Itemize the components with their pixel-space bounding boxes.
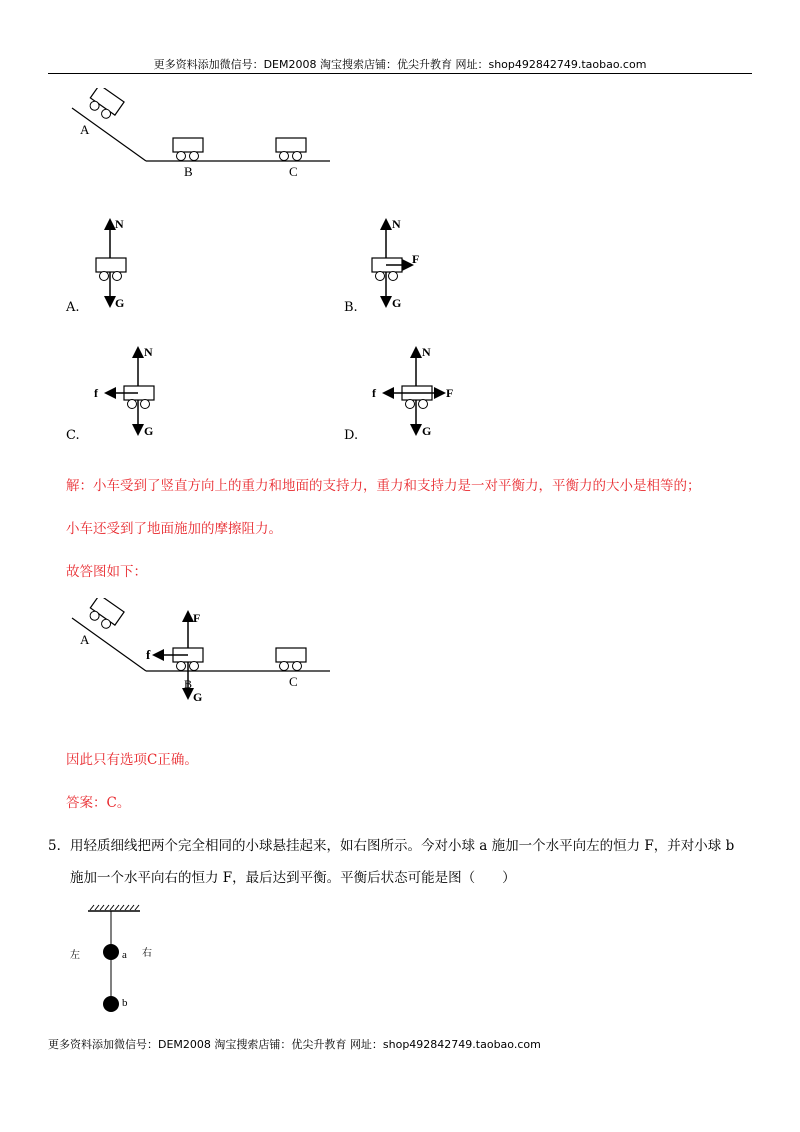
page-header: 更多资料添加微信号：DEM2008 淘宝搜索店铺：优尖升教育 网址：shop492842749.taobao.com xyxy=(153,58,647,71)
label-c: C xyxy=(289,164,298,179)
option-a-diagram xyxy=(88,212,148,312)
svg-text:F: F xyxy=(193,611,201,625)
solution-answer: 答案：C。 xyxy=(66,795,131,811)
label-a: A xyxy=(80,122,90,137)
option-b-diagram xyxy=(362,212,442,312)
svg-text:N: N xyxy=(115,217,124,231)
svg-text:A: A xyxy=(80,632,90,647)
svg-text:F: F xyxy=(446,386,454,400)
ball-b xyxy=(103,996,119,1012)
cart-c xyxy=(276,138,306,161)
svg-text:G: G xyxy=(115,296,125,310)
solution-line-1: 解：小车受到了竖直方向上的重力和地面的支持力，重力和支持力是一对平衡力，平衡力的大小是相等的； xyxy=(66,478,701,494)
svg-text:F: F xyxy=(412,252,420,266)
svg-text:a: a xyxy=(122,949,127,961)
ball-a xyxy=(103,944,119,960)
option-d-label: D. xyxy=(344,428,359,443)
svg-text:右: 右 xyxy=(142,948,152,959)
page-footer: 更多资料添加微信号：DEM2008 淘宝搜索店铺：优尖升教育 网址：shop492842749.taobao.com xyxy=(48,1038,541,1051)
cart-b xyxy=(173,138,203,161)
svg-text:G: G xyxy=(392,296,402,310)
svg-text:G: G xyxy=(422,424,432,438)
svg-text:B: B xyxy=(184,677,193,691)
option-c-label: C. xyxy=(66,428,80,443)
svg-text:b: b xyxy=(122,997,128,1009)
solution-line-4: 因此只有选项C正确。 xyxy=(66,752,198,768)
svg-text:左: 左 xyxy=(70,950,80,961)
option-a-label: A. xyxy=(66,300,80,315)
svg-text:G: G xyxy=(144,424,154,438)
option-d-diagram xyxy=(366,340,466,440)
label-b: B xyxy=(184,164,193,179)
svg-text:f: f xyxy=(94,386,98,400)
svg-text:f: f xyxy=(146,647,151,662)
svg-text:C: C xyxy=(289,674,298,689)
top-cart-figure xyxy=(60,88,350,183)
svg-text:G: G xyxy=(193,690,203,704)
header-divider xyxy=(48,73,752,74)
solution-line-2: 小车还受到了地面施加的摩擦阻力。 xyxy=(66,521,282,537)
option-c-diagram xyxy=(88,340,178,440)
svg-text:N: N xyxy=(144,345,153,359)
cart-a xyxy=(85,88,124,122)
svg-text:f: f xyxy=(372,386,376,400)
svg-text:N: N xyxy=(422,345,431,359)
question-5-line-2: 施加一个水平向右的恒力 F，最后达到平衡。平衡后状态可能是图（ ） xyxy=(70,870,516,886)
pendulum-figure xyxy=(60,902,170,1022)
option-b-label: B. xyxy=(344,300,358,315)
question-5-number: 5． xyxy=(48,838,71,854)
answer-figure xyxy=(60,598,350,708)
solution-line-3: 故答图如下： xyxy=(66,564,147,580)
svg-text:N: N xyxy=(392,217,401,231)
question-5-line-1: 用轻质细线把两个完全相同的小球悬挂起来，如右图所示。今对小球 a 施加一个水平向左的恒力 F，并对小球 b xyxy=(70,838,735,854)
